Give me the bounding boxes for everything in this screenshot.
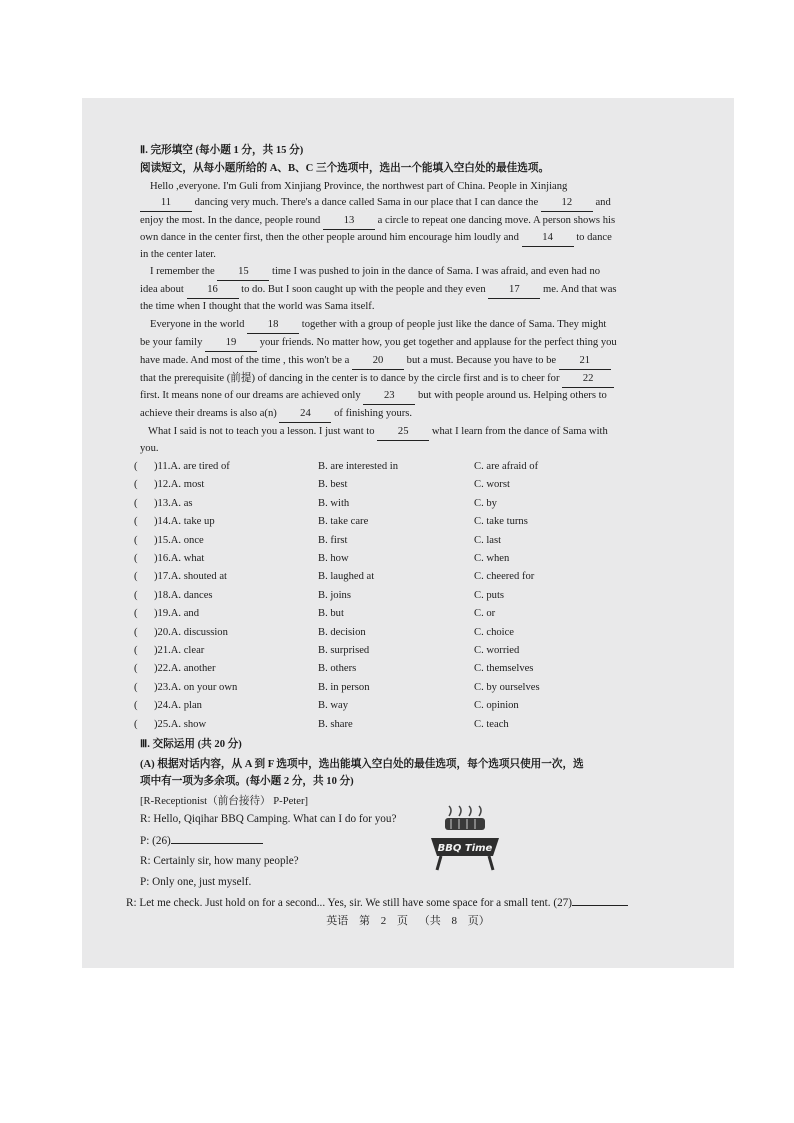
- option-b[interactable]: B. joins: [318, 589, 351, 601]
- footer-total-pages: （共 8 页）: [418, 915, 490, 927]
- question-number: )12.: [154, 479, 171, 491]
- passage-text: I remember the: [150, 266, 215, 277]
- option-a-text: A. and: [170, 608, 200, 620]
- footer-page-number: 第 2 页: [359, 915, 408, 927]
- blank-20[interactable]: 20: [352, 353, 404, 370]
- question-number: )17.: [154, 571, 171, 583]
- option-c[interactable]: C. worst: [474, 479, 510, 491]
- option-a[interactable]: [154, 660, 216, 678]
- option-a[interactable]: [154, 550, 204, 568]
- blank-14[interactable]: 14: [522, 230, 574, 247]
- option-a[interactable]: [154, 605, 199, 623]
- answer-paren[interactable]: (: [134, 700, 138, 712]
- question-number: )15.: [154, 534, 171, 546]
- blank-19[interactable]: 19: [205, 335, 257, 352]
- section-3-instruction: 项中有一项为多余项。(每小题 2 分，共 10 分): [140, 776, 354, 787]
- option-b[interactable]: B. others: [318, 663, 357, 675]
- passage-text: your friends. No matter how, you get together and applause for the perfect thing you: [259, 337, 617, 348]
- passage-text: achieve their dreams is also a(n): [140, 408, 277, 419]
- passage-text: What I said is not to teach you a lesson. I just want to: [148, 426, 375, 437]
- option-a-text: A. shouted at: [170, 571, 227, 583]
- blank-13[interactable]: 13: [323, 213, 375, 230]
- question-row: [134, 568, 694, 586]
- option-b[interactable]: B. best: [318, 479, 348, 491]
- question-row: [134, 476, 694, 494]
- option-c[interactable]: C. worried: [474, 645, 520, 656]
- passage-text: a circle to repeat one dancing move. A person shows his: [377, 215, 616, 226]
- passage-line: Hello ,everyone. I'm Guli from Xinjiang Province, the northwest part of China. People in Xinjiang: [150, 181, 568, 192]
- question-number: )13.: [154, 497, 171, 509]
- question-number: )20.: [154, 626, 171, 638]
- blank-12[interactable]: 12: [541, 195, 593, 212]
- question-row: [134, 697, 694, 715]
- blank-17[interactable]: 17: [488, 282, 540, 299]
- option-a[interactable]: [154, 568, 227, 586]
- dialogue-text: R: Let me check. Just hold on for a second... Yes, sir. We still have some space for a small tent. (27): [126, 897, 572, 909]
- blank-23[interactable]: 23: [363, 388, 415, 405]
- blank-26[interactable]: [171, 843, 263, 844]
- question-row: [134, 532, 694, 550]
- passage-line: [140, 213, 724, 230]
- answer-paren[interactable]: (: [134, 553, 138, 564]
- option-a[interactable]: [154, 642, 204, 660]
- option-b[interactable]: B. first: [318, 534, 348, 546]
- option-a-text: A. take up: [170, 516, 215, 528]
- blank-27[interactable]: [572, 905, 628, 906]
- option-c[interactable]: C. by ourselves: [474, 681, 540, 693]
- question-row: [134, 679, 694, 697]
- option-b[interactable]: B. laughed at: [318, 571, 375, 583]
- option-a[interactable]: [154, 476, 204, 494]
- option-c[interactable]: C. or: [474, 608, 496, 620]
- section-2-instruction: 阅读短文，从每小题所给的 A、B、C 三个选项中，选出一个能填入空白处的最佳选项。: [140, 163, 550, 174]
- passage-line: [140, 282, 724, 299]
- option-a[interactable]: [154, 587, 213, 605]
- blank-24[interactable]: 24: [279, 406, 331, 423]
- option-c[interactable]: C. puts: [474, 589, 505, 601]
- section-3-instruction: (A) 根据对话内容，从 A 到 F 选项中，选出能填入空白处的最佳选项，每个选项只使用一次，选: [140, 759, 584, 770]
- option-c[interactable]: C. themselves: [474, 663, 534, 675]
- option-b[interactable]: B. surprised: [318, 645, 370, 656]
- passage-line: [150, 317, 724, 334]
- passage-line: the time when I thought that the world was Sama itself.: [140, 301, 375, 312]
- question-row: [134, 716, 694, 734]
- question-row: [134, 550, 694, 568]
- passage-text: be your family: [140, 337, 203, 348]
- question-row: [134, 605, 694, 623]
- question-number: )24.: [154, 700, 171, 712]
- passage-text: but with people around us. Helping others to: [417, 390, 607, 401]
- passage-text: enjoy the most. In the dance, people round: [140, 215, 321, 226]
- option-c[interactable]: C. take turns: [474, 516, 528, 528]
- answer-paren[interactable]: (: [134, 479, 138, 491]
- passage-line: [140, 406, 724, 423]
- passage-text: me. And that was: [542, 284, 617, 295]
- dialogue-line: R: Certainly sir, how many people?: [140, 855, 299, 867]
- passage-line: [140, 230, 724, 247]
- question-row: [134, 624, 694, 642]
- option-a-text: A. on your own: [170, 681, 238, 693]
- passage-text: own dance in the center first, then the other people around him encourage him loudly and: [140, 232, 519, 243]
- option-c[interactable]: C. by: [474, 497, 497, 509]
- question-number: )18.: [154, 589, 171, 601]
- question-number: )25.: [154, 718, 171, 730]
- blank-15[interactable]: 15: [217, 264, 269, 281]
- question-row: [134, 495, 694, 513]
- option-a[interactable]: [154, 495, 193, 513]
- blank-25[interactable]: 25: [377, 424, 429, 441]
- answer-paren[interactable]: (: [134, 497, 138, 509]
- option-a-text: A. as: [170, 497, 193, 509]
- answer-paren[interactable]: (: [134, 626, 138, 638]
- answer-paren[interactable]: (: [134, 645, 138, 656]
- option-c[interactable]: C. choice: [474, 626, 515, 638]
- passage-line: [148, 424, 724, 441]
- option-a-text: A. plan: [170, 700, 202, 712]
- question-row: [134, 458, 694, 476]
- blank-18[interactable]: 18: [247, 317, 299, 334]
- question-number: )14.: [154, 516, 171, 528]
- option-a-text: A. most: [170, 479, 205, 491]
- question-row: [134, 513, 694, 531]
- dialogue-line: P: Only one, just myself.: [140, 876, 252, 888]
- passage-text: idea about: [140, 284, 184, 295]
- option-b[interactable]: B. share: [318, 718, 353, 730]
- answer-paren[interactable]: (: [134, 608, 138, 620]
- option-a[interactable]: [154, 697, 202, 715]
- option-a[interactable]: [154, 532, 204, 550]
- option-a[interactable]: [154, 513, 215, 531]
- passage-text: but a must. Because you have to be: [406, 355, 557, 366]
- passage-text: that the prerequisite (前提) of dancing in the center is to dance by the circle first and is to cheer for: [140, 373, 560, 384]
- dialogue-line: R: Hello, Qiqihar BBQ Camping. What can I do for you?: [140, 813, 397, 825]
- blank-16[interactable]: 16: [187, 282, 239, 299]
- answer-paren[interactable]: (: [134, 718, 138, 730]
- passage-line: in the center later.: [140, 249, 216, 260]
- option-a-text: A. discussion: [170, 626, 228, 638]
- option-a-text: A. another: [170, 663, 216, 675]
- option-b[interactable]: B. in person: [318, 681, 370, 693]
- option-a-text: A. once: [170, 534, 204, 546]
- section-3-heading: Ⅲ. 交际运用 (共 20 分): [140, 739, 242, 750]
- passage-text: and: [595, 197, 611, 208]
- answer-paren[interactable]: (: [134, 681, 138, 693]
- passage-line: you.: [140, 443, 159, 454]
- option-a-text: A. show: [170, 718, 207, 730]
- answer-paren[interactable]: (: [134, 589, 138, 601]
- option-a-text: A. what: [170, 553, 205, 564]
- dialogue-line: [126, 895, 724, 911]
- option-a[interactable]: [154, 458, 230, 476]
- passage-text: have made. And most of the time , this won't be a: [140, 355, 350, 366]
- option-a-text: A. dances: [170, 589, 213, 601]
- exam-page: [82, 98, 734, 968]
- passage-text: dancing very much. There's a dance called Sama in our place that I can dance the: [194, 197, 539, 208]
- question-number: )11.: [154, 461, 171, 472]
- answer-paren[interactable]: (: [134, 461, 138, 472]
- passage-text: of finishing yours.: [334, 408, 413, 419]
- passage-text: Everyone in the world: [150, 319, 245, 330]
- option-b[interactable]: B. but: [318, 608, 344, 620]
- passage-text: first. It means none of our dreams are achieved only: [140, 390, 361, 401]
- section-2-heading: Ⅱ. 完形填空 (每小题 1 分，共 15 分): [140, 145, 304, 156]
- option-b[interactable]: B. are interested in: [318, 461, 399, 472]
- question-number: )22.: [154, 663, 171, 675]
- answer-paren[interactable]: (: [134, 571, 138, 583]
- option-a-text: A. clear: [170, 645, 205, 656]
- passage-text: what I learn from the dance of Sama with: [431, 426, 608, 437]
- option-c[interactable]: C. last: [474, 534, 502, 546]
- answer-paren[interactable]: (: [134, 663, 138, 675]
- passage-text: to do. But I soon caught up with the people and they even: [241, 284, 486, 295]
- option-a-text: A. are tired of: [170, 461, 230, 472]
- blank-11[interactable]: 11: [140, 195, 192, 212]
- option-b[interactable]: B. with: [318, 497, 350, 509]
- option-c[interactable]: C. when: [474, 553, 510, 564]
- question-row: [134, 660, 694, 678]
- option-c[interactable]: C. opinion: [474, 700, 519, 712]
- option-b[interactable]: B. take care: [318, 516, 369, 528]
- option-b[interactable]: B. way: [318, 700, 349, 712]
- dialogue-roles: [R-Receptionist（前台接待） P-Peter]: [140, 796, 309, 807]
- bbq-grill-icon: [427, 804, 503, 874]
- option-a[interactable]: [154, 679, 237, 697]
- dialogue-text: P: (26): [140, 835, 171, 847]
- question-row: [134, 587, 694, 605]
- answer-paren[interactable]: (: [134, 516, 138, 528]
- option-b[interactable]: B. decision: [318, 626, 366, 638]
- footer-subject: 英语: [326, 915, 349, 927]
- option-a[interactable]: [154, 624, 228, 642]
- passage-text: together with a group of people just like the dance of Sama. They might: [301, 319, 607, 330]
- question-number: )16.: [154, 553, 171, 564]
- page-footer: [82, 912, 734, 928]
- blank-21[interactable]: 21: [559, 353, 611, 370]
- passage-line: [140, 371, 724, 388]
- option-c[interactable]: C. are afraid of: [474, 461, 539, 472]
- option-b[interactable]: B. how: [318, 553, 349, 564]
- passage-line: [140, 335, 724, 352]
- question-number: )23.: [154, 681, 171, 693]
- option-c[interactable]: C. teach: [474, 718, 509, 730]
- answer-paren[interactable]: (: [134, 534, 138, 546]
- passage-line: [140, 195, 724, 212]
- passage-text: time I was pushed to join in the dance of Sama. I was afraid, and even had no: [272, 266, 601, 277]
- option-a[interactable]: [154, 716, 206, 734]
- passage-text: to dance: [576, 232, 612, 243]
- option-c[interactable]: C. cheered for: [474, 571, 535, 583]
- blank-22[interactable]: 22: [562, 371, 614, 388]
- badge-text: BBQ Time: [437, 843, 493, 854]
- passage-line: [140, 388, 724, 405]
- question-number: )21.: [154, 645, 171, 656]
- passage-line: [150, 264, 724, 281]
- passage-line: [140, 353, 724, 370]
- question-row: [134, 642, 694, 660]
- question-number: )19.: [154, 608, 171, 620]
